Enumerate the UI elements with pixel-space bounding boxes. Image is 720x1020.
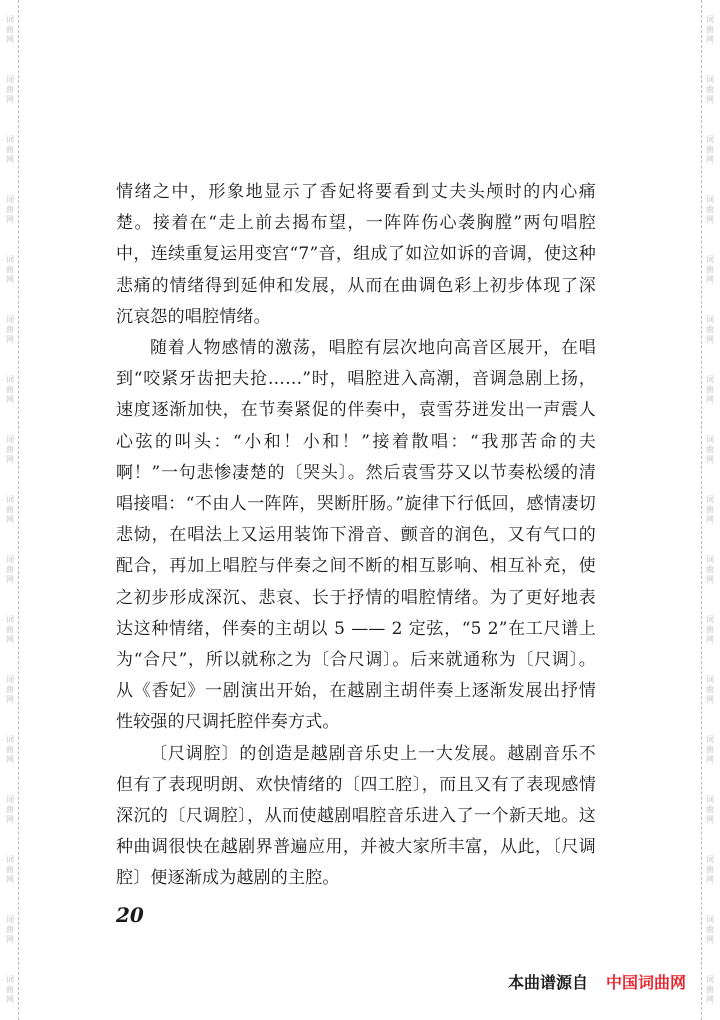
watermark-char: 网 — [6, 395, 14, 404]
watermark-unit — [6, 420, 14, 480]
watermark-unit — [706, 240, 714, 300]
watermark-char: 曲 — [706, 145, 714, 154]
watermark-char: 网 — [6, 755, 14, 764]
watermark-char: 网 — [706, 755, 714, 764]
watermark-char: 曲 — [6, 25, 14, 34]
watermark-char: 曲 — [706, 625, 714, 634]
watermark-unit — [6, 720, 14, 780]
watermark-unit — [6, 60, 14, 120]
watermark-char: 词 — [706, 315, 714, 324]
paragraph-2: 随着人物感情的激荡，唱腔有层次地向高音区展开，在唱到“咬紧牙齿把夫抢……”时，唱腔进入高潮，音调急剧上扬，速度逐渐加快，在节奏紧促的伴奏中，袁雪芬迸发出一声震人心弦的叫头：“小和！小和！”接着散唱：“我那苦命的夫啊！”一句悲惨凄楚的〔哭头〕。然后袁雪芬又以节奏松缓的清唱接唱：“不由人一阵阵，哭断肝肠。”旋律下行低回，感情凄切悲恸，在唱法上又运用装饰下滑音、颤音的润色，又有气口的配合，再加上唱腔与伴奏之间不断的相互影响、相互补充，使之初步形成深沉、悲哀、长于抒情的唱腔情绪。为了更好地表达这种情绪，伴奏的主胡以 5 —— 2 定弦，“5 2”在工尺谱上为“合尺”，所以就称之为〔合尺调〕。后来就通称为〔尺调〕。从《香妃》一剧演出开始，在越剧主胡伴奏上逐渐发展出抒情性较强的尺调托腔伴奏方式。 — [116, 338, 596, 733]
watermark-char: 曲 — [706, 985, 714, 994]
watermark-unit — [706, 600, 714, 660]
watermark-char: 曲 — [6, 685, 14, 694]
watermark-char: 词 — [6, 75, 14, 84]
watermark-char: 曲 — [6, 625, 14, 634]
watermark-char: 网 — [6, 95, 14, 104]
watermark-char: 词 — [6, 15, 14, 24]
watermark-char: 词 — [6, 915, 14, 924]
source-label: 本曲谱源自 — [507, 973, 588, 992]
watermark-char: 词 — [706, 495, 714, 504]
watermark-unit — [706, 540, 714, 600]
watermark-char: 网 — [6, 335, 14, 344]
watermark-char: 曲 — [6, 805, 14, 814]
watermark-char: 词 — [6, 675, 14, 684]
watermark-char: 网 — [6, 875, 14, 884]
watermark-char: 曲 — [6, 85, 14, 94]
watermark-char: 曲 — [706, 925, 714, 934]
watermark-char: 网 — [6, 275, 14, 284]
watermark-unit — [706, 780, 714, 840]
watermark-char: 词 — [6, 315, 14, 324]
watermark-char: 网 — [706, 155, 714, 164]
watermark-unit — [706, 300, 714, 360]
watermark-char: 曲 — [706, 385, 714, 394]
watermark-unit — [6, 360, 14, 420]
watermark-char: 词 — [706, 975, 714, 984]
watermark-unit — [6, 180, 14, 240]
right-watermark-strip — [701, 0, 718, 1020]
watermark-char: 词 — [706, 915, 714, 924]
watermark-char: 网 — [706, 935, 714, 944]
watermark-char: 词 — [706, 555, 714, 564]
watermark-unit — [706, 180, 714, 240]
watermark-unit — [706, 60, 714, 120]
watermark-char: 曲 — [6, 385, 14, 394]
watermark-char: 曲 — [6, 865, 14, 874]
watermark-char: 曲 — [6, 505, 14, 514]
watermark-char: 曲 — [6, 745, 14, 754]
watermark-char: 词 — [6, 795, 14, 804]
watermark-unit — [706, 420, 714, 480]
watermark-unit — [706, 720, 714, 780]
watermark-char: 网 — [706, 95, 714, 104]
article-body — [116, 177, 596, 895]
watermark-char: 词 — [706, 615, 714, 624]
watermark-unit — [6, 120, 14, 180]
watermark-char: 曲 — [706, 25, 714, 34]
watermark-char: 网 — [706, 515, 714, 524]
paragraph-1: 情绪之中，形象地显示了香妃将要看到丈夫头颅时的内心痛楚。接着在“走上前去揭布望，一阵阵伤心袭胸膛”两句唱腔中，连续重复运用变宫“7”音，组成了如泣如诉的音调，使这种悲痛的情绪得到延伸和发展，从而在曲调色彩上初步体现了深沉哀怨的唱腔情绪。 — [116, 182, 596, 327]
watermark-char: 曲 — [706, 205, 714, 214]
watermark-char: 词 — [706, 75, 714, 84]
watermark-char: 词 — [706, 855, 714, 864]
watermark-unit — [6, 480, 14, 540]
watermark-char: 曲 — [6, 985, 14, 994]
watermark-char: 词 — [6, 735, 14, 744]
watermark-char: 曲 — [6, 925, 14, 934]
watermark-char: 曲 — [6, 325, 14, 334]
watermark-char: 曲 — [706, 325, 714, 334]
left-watermark-strip — [2, 0, 19, 1020]
watermark-char: 网 — [706, 35, 714, 44]
watermark-char: 网 — [6, 575, 14, 584]
watermark-char: 曲 — [706, 865, 714, 874]
watermark-char: 词 — [706, 195, 714, 204]
watermark-char: 词 — [6, 495, 14, 504]
watermark-char: 网 — [6, 935, 14, 944]
watermark-char: 曲 — [6, 445, 14, 454]
watermark-unit — [706, 660, 714, 720]
watermark-char: 网 — [706, 635, 714, 644]
watermark-unit — [706, 360, 714, 420]
watermark-char: 曲 — [706, 445, 714, 454]
watermark-char: 网 — [706, 815, 714, 824]
watermark-unit — [6, 780, 14, 840]
watermark-char: 网 — [706, 995, 714, 1004]
watermark-char: 曲 — [706, 805, 714, 814]
watermark-char: 网 — [706, 395, 714, 404]
watermark-unit — [6, 600, 14, 660]
watermark-char: 词 — [6, 435, 14, 444]
watermark-char: 网 — [706, 695, 714, 704]
watermark-char: 网 — [6, 635, 14, 644]
watermark-char: 网 — [706, 455, 714, 464]
watermark-unit — [706, 120, 714, 180]
source-attribution — [508, 970, 686, 993]
watermark-unit — [6, 240, 14, 300]
watermark-char: 网 — [6, 995, 14, 1004]
watermark-unit — [706, 480, 714, 540]
watermark-char: 曲 — [706, 85, 714, 94]
watermark-char: 曲 — [706, 745, 714, 754]
watermark-char: 网 — [706, 275, 714, 284]
watermark-char: 曲 — [706, 685, 714, 694]
watermark-char: 词 — [706, 255, 714, 264]
watermark-char: 网 — [706, 335, 714, 344]
watermark-unit — [6, 540, 14, 600]
watermark-char: 网 — [706, 215, 714, 224]
watermark-char: 曲 — [6, 565, 14, 574]
watermark-unit — [706, 900, 714, 960]
watermark-char: 网 — [6, 455, 14, 464]
watermark-unit — [706, 840, 714, 900]
watermark-char: 曲 — [6, 145, 14, 154]
watermark-char: 词 — [6, 615, 14, 624]
watermark-unit — [706, 0, 714, 60]
watermark-char: 词 — [706, 795, 714, 804]
watermark-char: 词 — [706, 735, 714, 744]
watermark-char: 词 — [706, 15, 714, 24]
watermark-char: 词 — [6, 855, 14, 864]
watermark-char: 词 — [6, 255, 14, 264]
watermark-char: 词 — [706, 375, 714, 384]
watermark-char: 网 — [6, 155, 14, 164]
watermark-unit — [706, 960, 714, 1020]
watermark-char: 词 — [6, 195, 14, 204]
watermark-char: 词 — [706, 135, 714, 144]
page-number: 20 — [116, 903, 144, 927]
watermark-unit — [6, 900, 14, 960]
watermark-char: 曲 — [706, 265, 714, 274]
watermark-char: 词 — [706, 435, 714, 444]
watermark-unit — [6, 840, 14, 900]
watermark-unit — [6, 660, 14, 720]
watermark-unit — [6, 0, 14, 60]
watermark-char: 网 — [6, 35, 14, 44]
watermark-char: 网 — [6, 815, 14, 824]
paragraph-3: 〔尺调腔〕的创造是越剧音乐史上一大发展。越剧音乐不但有了表现明朗、欢快情绪的〔四工腔〕，而且又有了表现感情深沉的〔尺调腔〕，从而使越剧唱腔音乐进入了一个新天地。这种曲调很快在越剧界普遍应用，并被大家所丰富，从此，〔尺调腔〕便逐渐成为越剧的主腔。 — [116, 743, 596, 889]
watermark-char: 网 — [6, 515, 14, 524]
watermark-char: 词 — [6, 555, 14, 564]
watermark-char: 网 — [706, 875, 714, 884]
site-name-link[interactable]: 中国词曲网 — [605, 973, 686, 992]
watermark-char: 词 — [706, 675, 714, 684]
watermark-char: 词 — [6, 135, 14, 144]
watermark-char: 网 — [706, 575, 714, 584]
watermark-char: 曲 — [706, 505, 714, 514]
watermark-unit — [6, 960, 14, 1020]
watermark-char: 词 — [6, 975, 14, 984]
watermark-char: 曲 — [6, 265, 14, 274]
watermark-char: 网 — [6, 215, 14, 224]
watermark-char: 网 — [6, 695, 14, 704]
watermark-char: 曲 — [6, 205, 14, 214]
watermark-char: 词 — [6, 375, 14, 384]
watermark-unit — [6, 300, 14, 360]
watermark-char: 曲 — [706, 565, 714, 574]
